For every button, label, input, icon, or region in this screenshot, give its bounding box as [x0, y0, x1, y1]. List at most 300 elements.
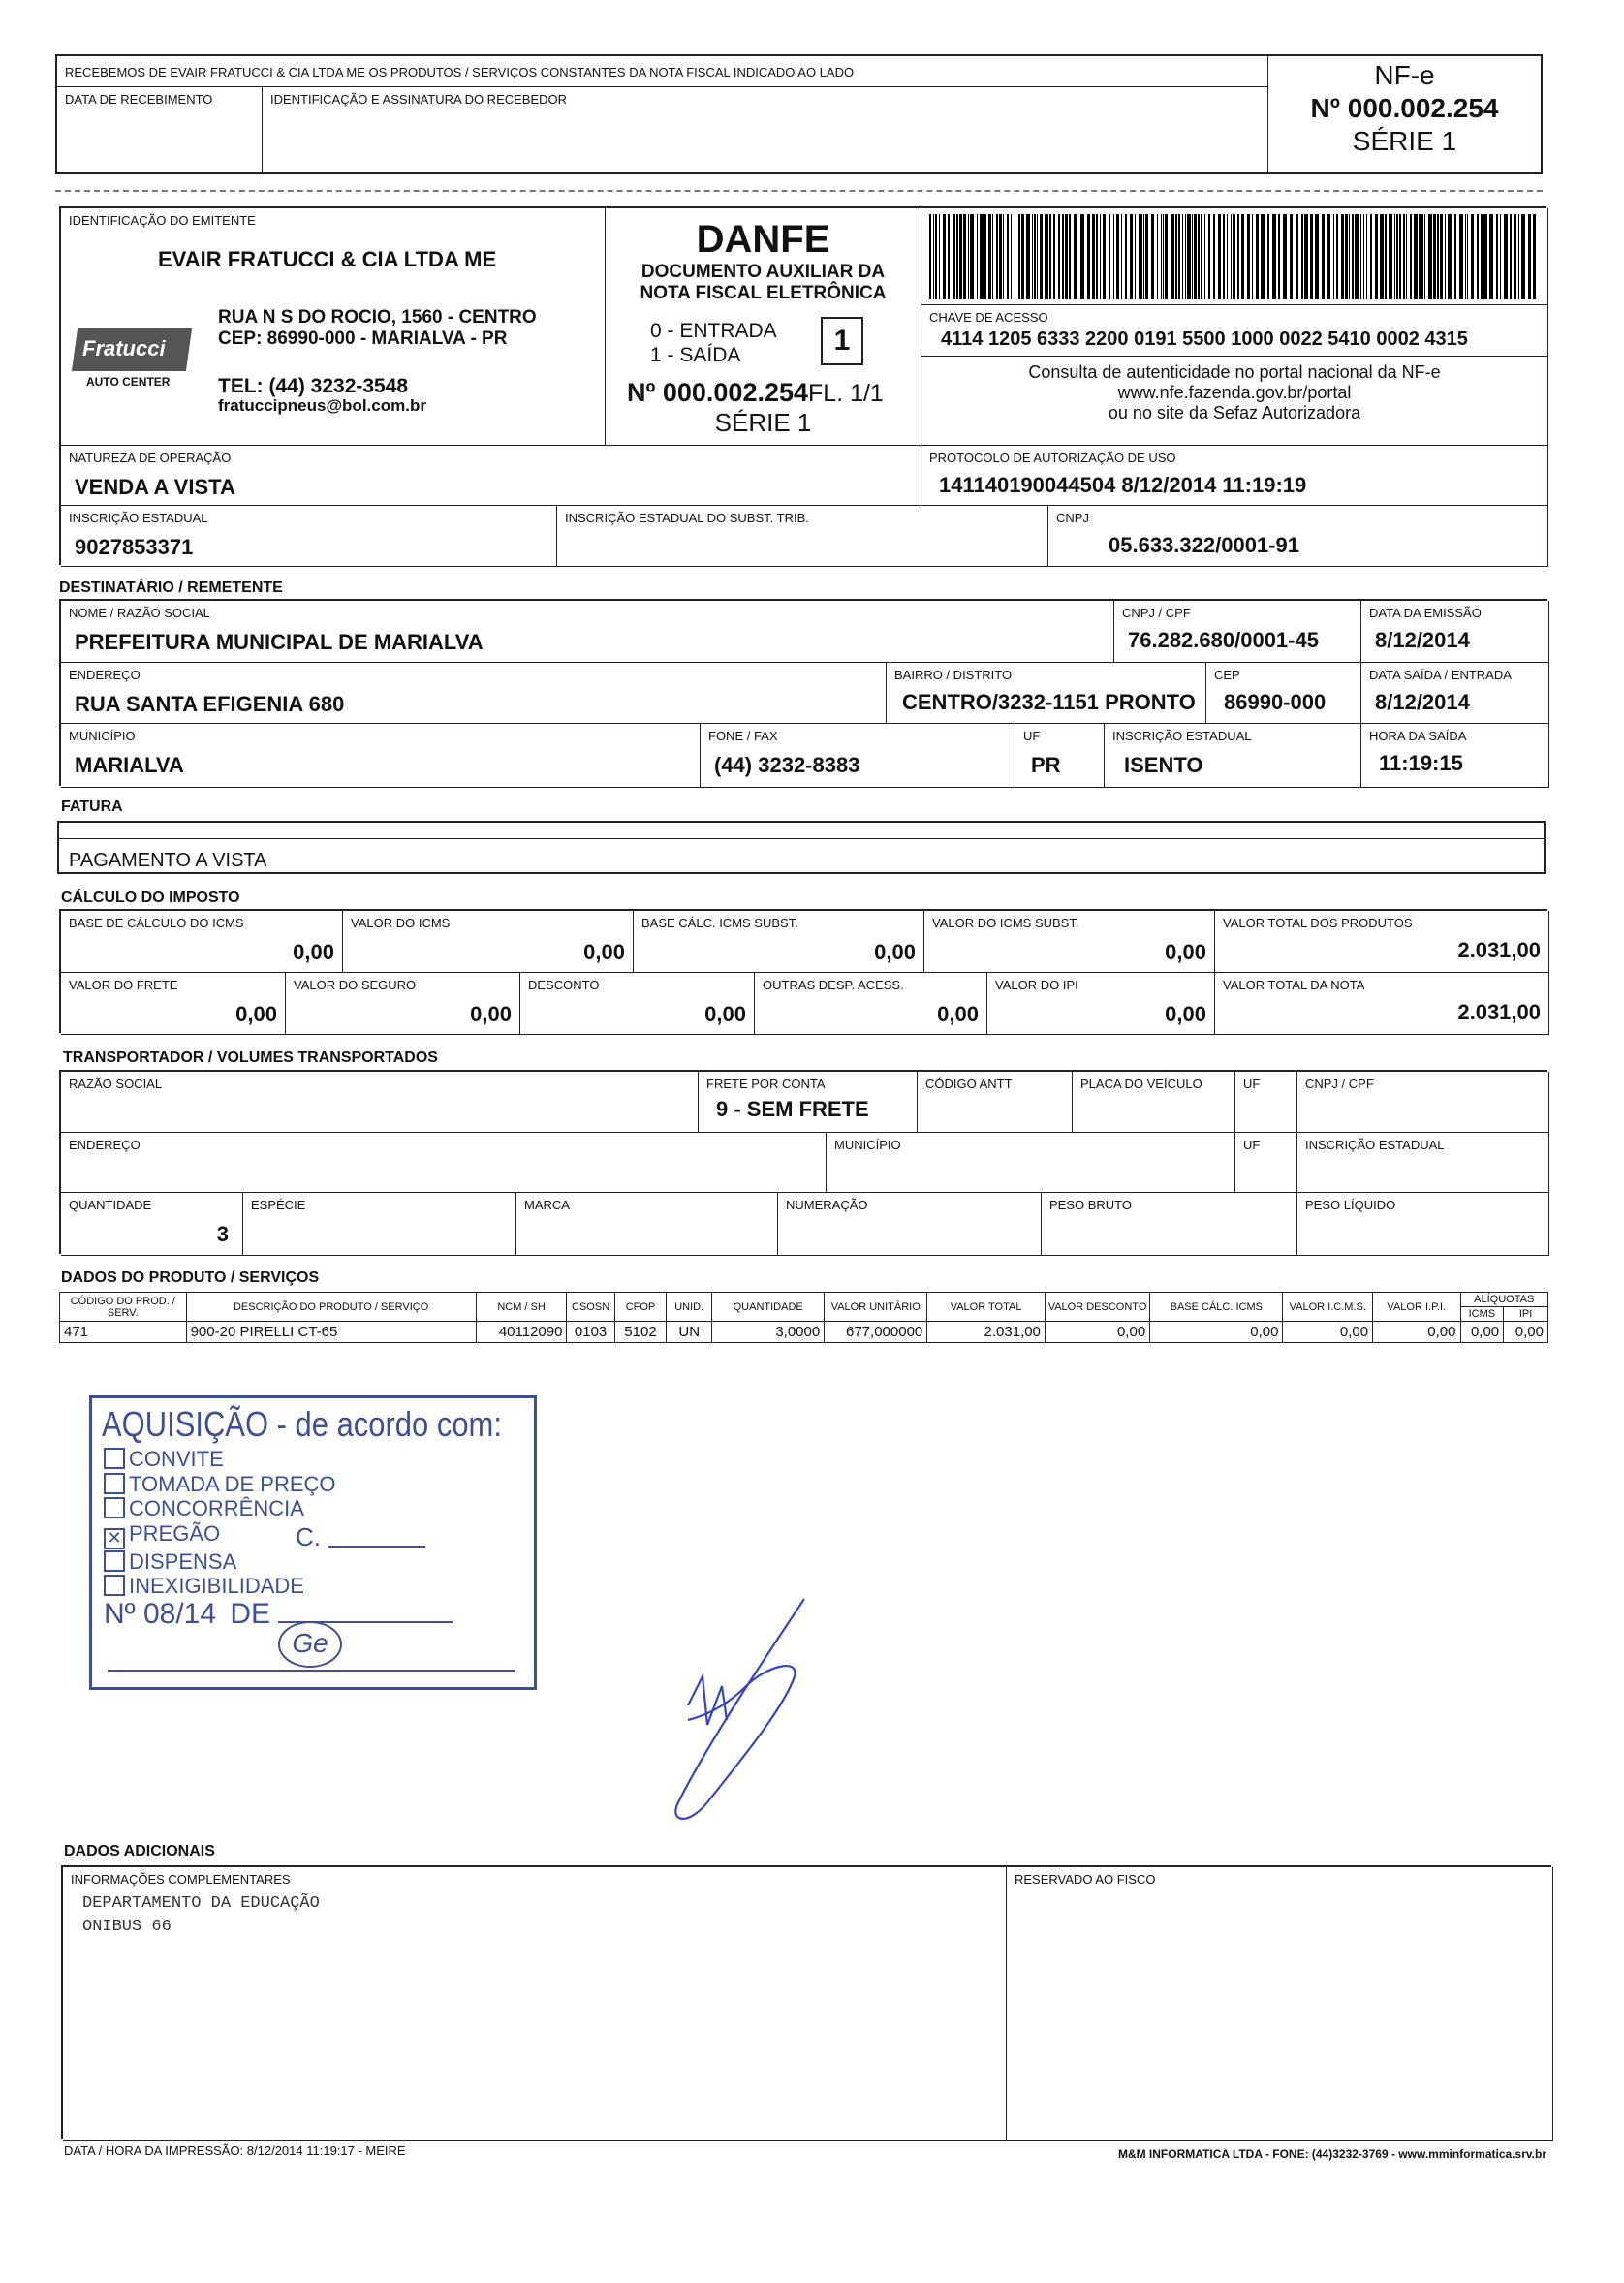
barcode-bar — [1026, 214, 1030, 299]
barcode-bar — [1223, 214, 1225, 299]
chave-label: CHAVE DE ACESSO — [929, 310, 1048, 325]
barcode-bar — [988, 214, 991, 299]
barcode-bar — [1182, 214, 1183, 299]
transp-placa-label: PLACA DO VEÍCULO — [1080, 1077, 1202, 1091]
info-label: INFORMAÇÕES COMPLEMENTARES — [71, 1872, 291, 1887]
danfe-tipo: 1 — [821, 317, 863, 365]
barcode-bar — [1310, 214, 1313, 299]
checkbox-icon — [104, 1575, 125, 1596]
barcode-bar — [1352, 214, 1354, 299]
barcode-bar — [1385, 214, 1387, 299]
barcode-bar — [1037, 214, 1038, 299]
cnpj-label: CNPJ — [1056, 511, 1089, 525]
stamp-item — [104, 1496, 336, 1521]
barcode-bar — [1201, 214, 1202, 299]
imposto-block — [59, 909, 1547, 1033]
barcode-bar — [1192, 214, 1193, 299]
transp-municipio-label: MUNICÍPIO — [834, 1138, 901, 1152]
base-st-label: BASE CÁLC. ICMS SUBST. — [641, 916, 798, 930]
desconto-label: DESCONTO — [528, 978, 600, 992]
fatura-block — [57, 821, 1546, 874]
danfe-serie: SÉRIE 1 — [714, 408, 812, 437]
chave-valor: 4114 1205 6333 2200 0191 5500 1000 0022 5410 0002 4315 — [941, 328, 1468, 350]
barcode-bar — [1272, 214, 1276, 299]
natureza-valor: VENDA A VISTA — [75, 475, 235, 499]
checkbox-icon — [104, 1448, 125, 1469]
stamp-item-label: CONCORRÊNCIA — [129, 1496, 304, 1520]
barcode-bar — [1500, 214, 1501, 299]
barcode-bar — [1421, 214, 1423, 299]
emitente-block — [59, 206, 1546, 565]
barcode-bar — [1360, 214, 1361, 299]
barcode-bar — [1380, 214, 1384, 299]
barcode-bar — [943, 214, 946, 299]
barcode-bar — [1165, 214, 1168, 299]
table-cell: 5102 — [614, 1322, 667, 1343]
stamp-item — [104, 1574, 336, 1599]
adicionais-block — [61, 1865, 1551, 2139]
dest-municipio: MARIALVA — [75, 753, 184, 777]
canhoto-numero: Nº 000.002.254 — [1310, 93, 1499, 123]
barcode-bar — [1053, 214, 1055, 299]
stamp-item-label: DISPENSA — [129, 1548, 237, 1574]
emitente-endereco: RUA N S DO ROCIO, 1560 - CENTRO — [218, 307, 537, 328]
dest-municipio-label: MUNICÍPIO — [69, 729, 136, 743]
barcode-bar — [1414, 214, 1418, 299]
valor-st-label: VALOR DO ICMS SUBST. — [932, 916, 1079, 930]
signature — [649, 1589, 843, 1831]
barcode-bar — [1363, 214, 1364, 299]
prod-header: VALOR I.C.M.S. — [1283, 1293, 1373, 1322]
dest-cep-label: CEP — [1214, 668, 1240, 682]
barcode-bar — [1218, 214, 1221, 299]
base-icms: 0,00 — [293, 940, 334, 964]
outras-label: OUTRAS DESP. ACESS. — [763, 978, 904, 992]
barcode-bar — [1139, 214, 1142, 299]
barcode-bar — [963, 214, 966, 299]
outras: 0,00 — [937, 1002, 979, 1026]
transp-frete: 9 - SEM FRETE — [716, 1097, 869, 1121]
barcode-bar — [1445, 214, 1446, 299]
barcode-bar — [1045, 214, 1048, 299]
barcode-bar — [1477, 214, 1479, 299]
barcode-bar — [1204, 214, 1205, 299]
table-cell: 3,0000 — [712, 1322, 825, 1343]
barcode-bar — [1389, 214, 1392, 299]
transp-uf2-label: UF — [1243, 1138, 1261, 1152]
barcode-bar — [1396, 214, 1398, 299]
prod-header: VALOR DESCONTO — [1045, 1293, 1149, 1322]
canhoto-recebemos: RECEBEMOS DE EVAIR FRATUCCI & CIA LTDA ME OS PRODUTOS / SERVIÇOS CONSTANTES DA NOTA FISCAL INDICADO AO LADO — [65, 65, 855, 79]
barcode-bar — [935, 214, 937, 299]
destinatario-section: DESTINATÁRIO / REMETENTE — [59, 579, 283, 596]
barcode-bar — [1116, 214, 1119, 299]
barcode-bar — [1237, 214, 1239, 299]
stamp-item-label: PREGÃO — [129, 1520, 221, 1546]
consulta-1: Consulta de autenticidade no portal nacional da NF-e — [1028, 362, 1441, 382]
table-row — [60, 1322, 1548, 1343]
barcode-bar — [1504, 214, 1508, 299]
barcode-bar — [1034, 214, 1036, 299]
prod-header: CÓDIGO DO PROD. / SERV. — [60, 1293, 187, 1322]
barcode-bar — [984, 214, 986, 299]
barcode-bar — [1296, 214, 1298, 299]
barcode-bar — [1283, 214, 1287, 299]
stamp-item-label: TOMADA DE PREÇO — [129, 1471, 336, 1496]
dest-emissao-label: DATA DA EMISSÃO — [1369, 606, 1482, 620]
barcode-bar — [1481, 214, 1483, 299]
barcode-bar — [999, 214, 1002, 299]
desconto: 0,00 — [704, 1002, 746, 1026]
prod-header: CSOSN — [567, 1293, 614, 1322]
barcode-bar — [1403, 214, 1405, 299]
transp-qtd-label: QUANTIDADE — [69, 1198, 152, 1212]
dest-hora-label: HORA DA SAÍDA — [1369, 729, 1467, 743]
barcode-bar — [1428, 214, 1432, 299]
dest-bairro-label: BAIRRO / DISTRITO — [894, 668, 1013, 682]
danfe-subtitle-1: DOCUMENTO AUXILIAR DA — [640, 262, 886, 282]
table-cell: UN — [667, 1322, 712, 1343]
barcode-bar — [1448, 214, 1452, 299]
barcode-bar — [1100, 214, 1101, 299]
table-cell: 677,000000 — [825, 1322, 927, 1343]
barcode-bar — [1103, 214, 1106, 299]
barcode — [929, 214, 1540, 299]
dest-cnpj: 76.282.680/0001-45 — [1128, 628, 1319, 652]
barcode-bar — [1175, 214, 1177, 299]
fatura-valor: PAGAMENTO A VISTA — [69, 850, 267, 871]
transporte-block — [59, 1070, 1547, 1254]
danfe-title: DANFE — [696, 218, 830, 261]
table-cell: 0,00 — [1045, 1322, 1149, 1343]
protocolo-valor: 141140190044504 8/12/2014 11:19:19 — [939, 473, 1307, 497]
barcode-bar — [980, 214, 984, 299]
base-icms-label: BASE DE CÁLCULO DO ICMS — [69, 916, 244, 930]
transp-marca-label: MARCA — [524, 1198, 570, 1212]
ie-label: INSCRIÇÃO ESTADUAL — [69, 511, 208, 525]
transp-peso-bruto-label: PESO BRUTO — [1049, 1198, 1133, 1212]
barcode-bar — [1007, 214, 1009, 299]
barcode-bar — [1092, 214, 1095, 299]
checkbox-icon — [104, 1550, 125, 1572]
ipi-label: VALOR DO IPI — [995, 978, 1078, 992]
barcode-bar — [1231, 214, 1232, 299]
imposto-section: CÁLCULO DO IMPOSTO — [61, 890, 240, 906]
table-cell: 2.031,00 — [927, 1322, 1046, 1343]
software-info: M&M INFORMATICA LTDA - FONE: (44)3232-3769 - www.mminformatica.srv.br — [1117, 2147, 1546, 2161]
transp-razao-label: RAZÃO SOCIAL — [69, 1077, 163, 1091]
barcode-bar — [992, 214, 993, 299]
transp-qtd: 3 — [216, 1222, 229, 1246]
barcode-bar — [1278, 214, 1280, 299]
frete: 0,00 — [235, 1002, 277, 1026]
barcode-bar — [1322, 214, 1325, 299]
barcode-bar — [1032, 214, 1033, 299]
table-cell: 40112090 — [476, 1322, 567, 1343]
barcode-bar — [1185, 214, 1186, 299]
table-cell: 0103 — [567, 1322, 614, 1343]
barcode-bar — [1304, 214, 1308, 299]
dest-saida: 8/12/2014 — [1375, 690, 1470, 714]
barcode-bar — [1315, 214, 1319, 299]
barcode-bar — [1424, 214, 1425, 299]
barcode-bar — [1011, 214, 1012, 299]
barcode-bar — [1410, 214, 1412, 299]
stamp-c-label: C. — [296, 1522, 321, 1551]
barcode-bar — [1074, 214, 1077, 299]
barcode-bar — [1375, 214, 1378, 299]
barcode-bar — [1087, 214, 1090, 299]
emitente-nome: EVAIR FRATUCCI & CIA LTDA ME — [158, 247, 497, 271]
barcode-bar — [1267, 214, 1269, 299]
barcode-bar — [1163, 214, 1164, 299]
fisco-label: RESERVADO AO FISCO — [1015, 1872, 1156, 1887]
barcode-bar — [1514, 214, 1516, 299]
barcode-bar — [1241, 214, 1244, 299]
stamp-de: DE — [230, 1598, 271, 1630]
seguro-label: VALOR DO SEGURO — [294, 978, 417, 992]
prod-header: VALOR TOTAL — [927, 1293, 1046, 1322]
adicionais-section: DADOS ADICIONAIS — [64, 1843, 215, 1860]
barcode-bar — [1143, 214, 1144, 299]
barcode-bar — [948, 214, 950, 299]
ipi: 0,00 — [1165, 1002, 1206, 1026]
total-nota-label: VALOR TOTAL DA NOTA — [1223, 978, 1365, 992]
data-recebimento-label: DATA DE RECEBIMENTO — [65, 92, 213, 107]
barcode-bar — [1194, 214, 1197, 299]
danfe-subtitle-2: NOTA FISCAL ELETRÔNICA — [640, 283, 887, 303]
barcode-bar — [1483, 214, 1487, 299]
barcode-bar — [1437, 214, 1439, 299]
destinatario-block — [59, 599, 1547, 786]
barcode-bar — [1208, 214, 1210, 299]
barcode-bar — [1125, 214, 1127, 299]
stamp-rubrica: Ge — [278, 1621, 342, 1668]
consulta-2: www.nfe.fazenda.gov.br/portal — [1117, 383, 1352, 402]
produtos-section: DADOS DO PRODUTO / SERVIÇOS — [61, 1269, 320, 1286]
barcode-bar — [1227, 214, 1228, 299]
emitente-cep: CEP: 86990-000 - MARIALVA - PR — [218, 328, 508, 349]
danfe-folha: FL. 1/1 — [808, 380, 884, 407]
info-linha-2: ONIBUS 66 — [82, 1918, 172, 1936]
barcode-bar — [1109, 214, 1110, 299]
barcode-bar — [1113, 214, 1114, 299]
valor-st: 0,00 — [1165, 940, 1206, 964]
table-cell: 900-20 PIRELLI CT-65 — [186, 1322, 476, 1343]
barcode-bar — [956, 214, 958, 299]
barcode-bar — [1187, 214, 1191, 299]
dest-endereco: RUA SANTA EFIGENIA 680 — [75, 692, 345, 716]
prod-header: BASE CÁLC. ICMS — [1150, 1293, 1283, 1322]
dest-cep: 86990-000 — [1224, 690, 1327, 714]
transp-frete-label: FRETE POR CONTA — [706, 1077, 826, 1091]
transporte-section: TRANSPORTADOR / VOLUMES TRANSPORTADOS — [63, 1049, 438, 1066]
checkbox-icon — [104, 1473, 125, 1494]
stamp-item-label: CONVITE — [129, 1447, 224, 1471]
info-linha-1: DEPARTAMENTO DA EDUCAÇÃO — [82, 1894, 320, 1913]
barcode-bar — [1021, 214, 1024, 299]
transp-ie-label: INSCRIÇÃO ESTADUAL — [1305, 1138, 1445, 1152]
barcode-bar — [1518, 214, 1519, 299]
barcode-bar — [1465, 214, 1466, 299]
natureza-label: NATUREZA DE OPERAÇÃO — [69, 451, 232, 465]
emitente-tel: TEL: (44) 3232-3548 — [218, 375, 409, 397]
total-nota: 2.031,00 — [1457, 1000, 1541, 1024]
barcode-bar — [1301, 214, 1303, 299]
barcode-bar — [1419, 214, 1421, 299]
barcode-bar — [1533, 214, 1536, 299]
dest-bairro: CENTRO/3232-1151 PRONTO — [902, 690, 1196, 714]
barcode-bar — [1399, 214, 1401, 299]
barcode-bar — [1003, 214, 1004, 299]
barcode-bar — [1459, 214, 1463, 299]
seguro: 0,00 — [470, 1002, 512, 1026]
total-prod: 2.031,00 — [1457, 938, 1541, 962]
transp-endereco-label: ENDEREÇO — [69, 1138, 141, 1152]
stamp-title: AQUISIÇÃO - de acordo com: — [102, 1404, 502, 1444]
prod-aliquota-header: ICMS — [1460, 1307, 1504, 1322]
barcode-bar — [953, 214, 955, 299]
ie-st-label: INSCRIÇÃO ESTADUAL DO SUBST. TRIB. — [565, 511, 809, 525]
prod-header: UNID. — [667, 1293, 712, 1322]
barcode-bar — [1261, 214, 1265, 299]
dest-fone: (44) 3232-8383 — [714, 753, 860, 777]
barcode-bar — [1467, 214, 1468, 299]
barcode-bar — [1496, 214, 1498, 299]
barcode-bar — [1370, 214, 1372, 299]
barcode-bar — [1528, 214, 1531, 299]
barcode-bar — [1341, 214, 1344, 299]
dest-ie: ISENTO — [1124, 753, 1203, 777]
barcode-bar — [1406, 214, 1407, 299]
danfe-entrada: 0 - ENTRADA — [650, 320, 777, 342]
data-impressao: DATA / HORA DA IMPRESSÃO: 8/12/2014 11:19:17 - MEIRE — [64, 2143, 406, 2158]
stamp-item — [104, 1549, 336, 1575]
barcode-bar — [1333, 214, 1334, 299]
dest-emissao: 8/12/2014 — [1375, 628, 1470, 652]
barcode-bar — [1489, 214, 1493, 299]
barcode-bar — [933, 214, 934, 299]
barcode-bar — [1433, 214, 1436, 299]
barcode-bar — [959, 214, 962, 299]
fatura-section: FATURA — [61, 798, 123, 815]
protocolo-label: PROTOCOLO DE AUTORIZAÇÃO DE USO — [929, 451, 1176, 465]
transp-numeracao-label: NUMERAÇÃO — [786, 1198, 868, 1212]
dest-nome-label: NOME / RAZÃO SOCIAL — [69, 606, 210, 620]
checkbox-icon — [104, 1497, 125, 1518]
barcode-bar — [1345, 214, 1348, 299]
table-cell: 0,00 — [1283, 1322, 1373, 1343]
barcode-bar — [1157, 214, 1158, 299]
barcode-bar — [1256, 214, 1259, 299]
cut-line — [55, 190, 1543, 192]
prod-header: VALOR I.P.I. — [1373, 1293, 1460, 1322]
table-cell: 0,00 — [1150, 1322, 1283, 1343]
fratucci-logo — [75, 323, 199, 391]
prod-header: NCM / SH — [476, 1293, 567, 1322]
base-st: 0,00 — [874, 940, 916, 964]
transp-especie-label: ESPÉCIE — [251, 1198, 306, 1212]
emitente-email: fratuccipneus@bol.com.br — [218, 396, 426, 415]
stamp-numero: Nº 08/14 — [104, 1598, 217, 1630]
barcode-bar — [1327, 214, 1330, 299]
barcode-bar — [1521, 214, 1525, 299]
prod-header: QUANTIDADE — [712, 1293, 825, 1322]
total-prod-label: VALOR TOTAL DOS PRODUTOS — [1223, 916, 1413, 930]
table-cell: 0,00 — [1373, 1322, 1460, 1343]
barcode-bar — [1040, 214, 1043, 299]
barcode-bar — [1233, 214, 1234, 299]
ie-valor: 9027853371 — [75, 535, 194, 559]
prod-header: DESCRIÇÃO DO PRODUTO / SERVIÇO — [186, 1293, 476, 1322]
identificacao-recebedor-label: IDENTIFICAÇÃO E ASSINATURA DO RECEBEDOR — [270, 92, 568, 107]
canhoto — [55, 54, 1543, 174]
table-cell: 471 — [60, 1322, 187, 1343]
barcode-bar — [1440, 214, 1443, 299]
barcode-bar — [1247, 214, 1250, 299]
dest-endereco-label: ENDEREÇO — [69, 668, 141, 682]
canhoto-serie: SÉRIE 1 — [1352, 126, 1457, 156]
prod-header: VALOR UNITÁRIO — [825, 1293, 927, 1322]
barcode-bar — [1454, 214, 1456, 299]
barcode-bar — [1121, 214, 1122, 299]
frete-label: VALOR DO FRETE — [69, 978, 178, 992]
stamp-item-label: INEXIGIBILIDADE — [129, 1574, 304, 1598]
barcode-bar — [1471, 214, 1474, 299]
barcode-bar — [1366, 214, 1367, 299]
barcode-bar — [1145, 214, 1148, 299]
barcode-bar — [1234, 214, 1235, 299]
dest-cnpj-label: CNPJ / CPF — [1122, 606, 1191, 620]
barcode-bar — [1349, 214, 1350, 299]
barcode-bar — [1510, 214, 1512, 299]
stamp-item — [104, 1472, 336, 1497]
barcode-bar — [996, 214, 998, 299]
emitente-label: IDENTIFICAÇÃO DO EMITENTE — [69, 213, 256, 228]
dest-nome: PREFEITURA MUNICIPAL DE MARIALVA — [75, 630, 484, 654]
barcode-bar — [939, 214, 940, 299]
logo-sub: AUTO CENTER — [86, 375, 171, 389]
barcode-bar — [1355, 214, 1359, 299]
dest-ie-label: INSCRIÇÃO ESTADUAL — [1112, 729, 1252, 743]
prod-header: CFOP — [614, 1293, 667, 1322]
checked-box-icon: ✕ — [104, 1528, 125, 1549]
barcode-bar — [1065, 214, 1068, 299]
dest-hora: 11:19:15 — [1379, 751, 1463, 775]
valor-icms: 0,00 — [583, 940, 625, 964]
barcode-bar — [1058, 214, 1060, 299]
barcode-bar — [1178, 214, 1180, 299]
barcode-bar — [1198, 214, 1200, 299]
nfe-label: NF-e — [1374, 60, 1435, 90]
barcode-bar — [1080, 214, 1084, 299]
barcode-bar — [1394, 214, 1395, 299]
barcode-bar — [1290, 214, 1293, 299]
prod-aliquota-header: IPI — [1504, 1307, 1548, 1322]
dest-uf: PR — [1031, 753, 1061, 777]
table-cell: 0,00 — [1460, 1322, 1504, 1343]
logo-text: Fratucci — [82, 336, 166, 360]
prod-header: ALÍQUOTAS — [1460, 1293, 1548, 1307]
barcode-bar — [1130, 214, 1133, 299]
barcode-bar — [1213, 214, 1215, 299]
barcode-bar — [1161, 214, 1162, 299]
barcode-bar — [1069, 214, 1071, 299]
transp-antt-label: CÓDIGO ANTT — [925, 1077, 1013, 1091]
table-cell: 0,00 — [1504, 1322, 1548, 1343]
dest-uf-label: UF — [1023, 729, 1041, 743]
barcode-bar — [929, 214, 931, 299]
